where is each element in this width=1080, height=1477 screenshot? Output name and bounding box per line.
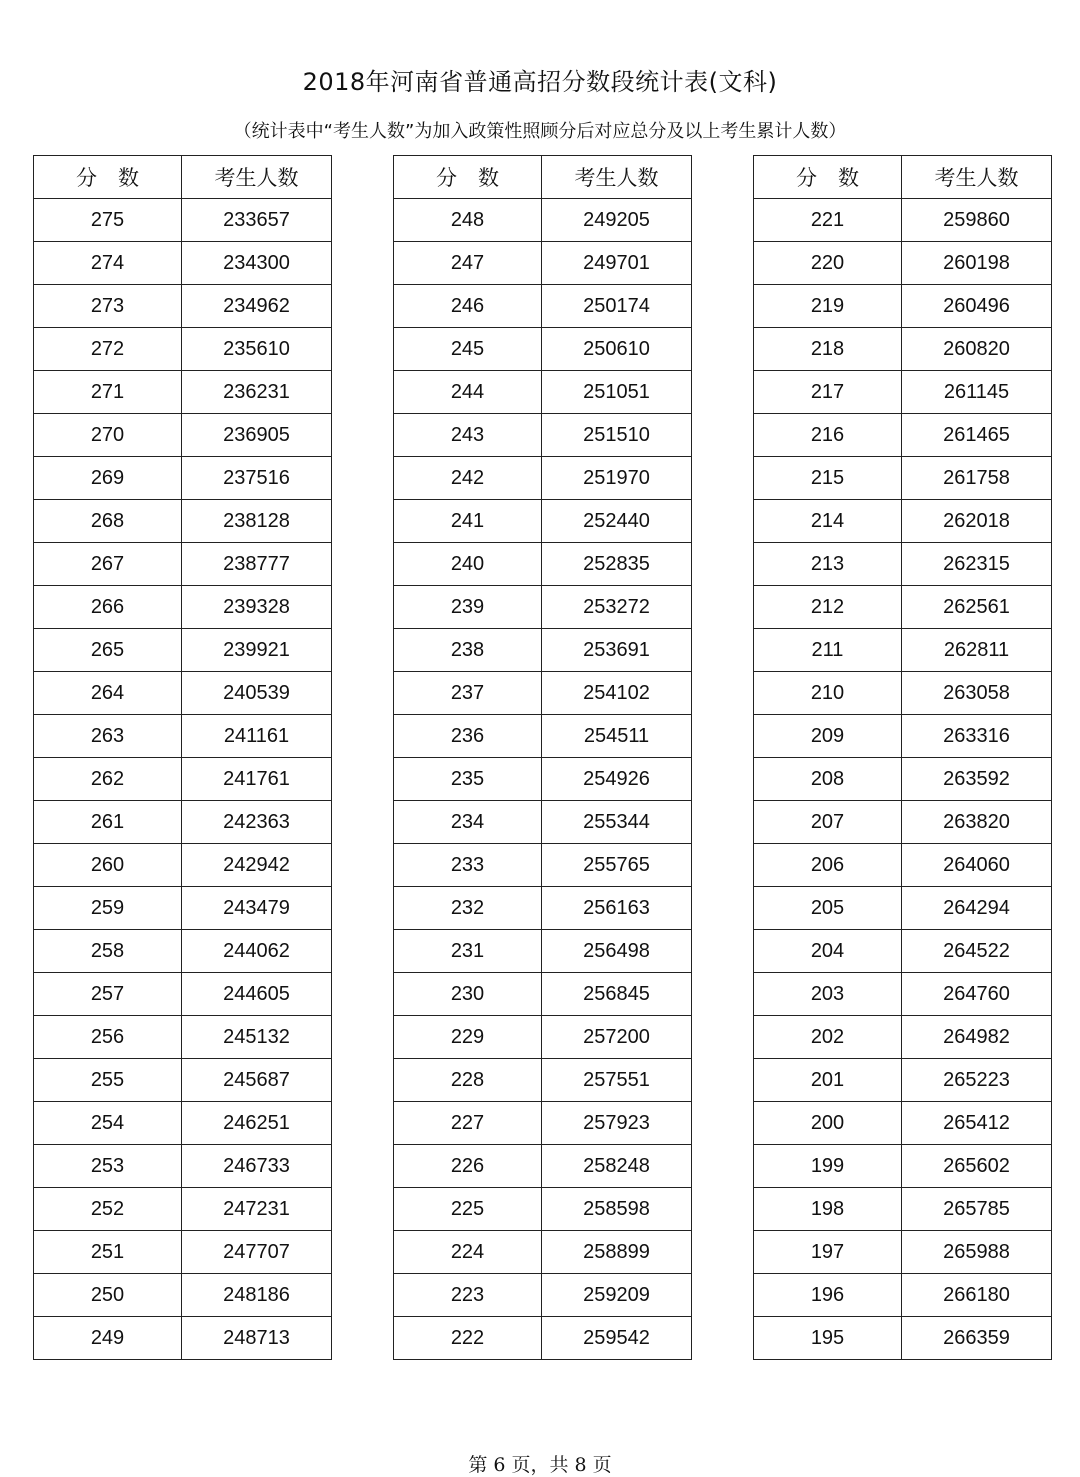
score-cell: 275 [34,199,182,242]
score-table-3 [753,155,1052,1360]
count-cell: 239328 [182,586,332,629]
score-cell: 209 [754,715,902,758]
count-cell: 251510 [542,414,692,457]
table-row [754,930,1052,973]
score-cell: 239 [394,586,542,629]
count-cell: 258598 [542,1188,692,1231]
table-row [34,1188,332,1231]
count-cell: 253691 [542,629,692,672]
count-cell: 258899 [542,1231,692,1274]
score-cell: 260 [34,844,182,887]
table-row [394,586,692,629]
table-row [394,1188,692,1231]
score-cell: 252 [34,1188,182,1231]
table-row [34,242,332,285]
table-row [34,371,332,414]
score-cell: 226 [394,1145,542,1188]
count-cell: 245132 [182,1016,332,1059]
table-row [754,801,1052,844]
score-cell: 266 [34,586,182,629]
count-cell: 247231 [182,1188,332,1231]
table-row [754,371,1052,414]
table-row [394,1274,692,1317]
count-column-header: 考生人数 [542,156,692,199]
score-cell: 267 [34,543,182,586]
table-row [754,457,1052,500]
score-cell: 229 [394,1016,542,1059]
table-row [34,1016,332,1059]
score-table-1 [33,155,332,1360]
count-cell: 241761 [182,758,332,801]
score-cell: 198 [754,1188,902,1231]
score-cell: 223 [394,1274,542,1317]
table-row [754,629,1052,672]
count-cell: 256845 [542,973,692,1016]
count-cell: 244605 [182,973,332,1016]
table-row [34,1102,332,1145]
table-row [754,973,1052,1016]
table-row [34,844,332,887]
table-row [754,1102,1052,1145]
table-row [754,715,1052,758]
count-cell: 262561 [902,586,1052,629]
count-cell: 246251 [182,1102,332,1145]
table-header-row [34,156,332,199]
score-cell: 263 [34,715,182,758]
count-cell: 244062 [182,930,332,973]
score-cell: 200 [754,1102,902,1145]
count-cell: 257200 [542,1016,692,1059]
table-row [394,328,692,371]
table-row [754,1274,1052,1317]
count-cell: 246733 [182,1145,332,1188]
count-cell: 238128 [182,500,332,543]
score-cell: 253 [34,1145,182,1188]
count-cell: 263058 [902,672,1052,715]
score-cell: 207 [754,801,902,844]
score-cell: 237 [394,672,542,715]
score-cell: 227 [394,1102,542,1145]
table-row [34,199,332,242]
count-cell: 249205 [542,199,692,242]
count-cell: 262811 [902,629,1052,672]
table-row [394,285,692,328]
count-cell: 262018 [902,500,1052,543]
score-cell: 243 [394,414,542,457]
score-cell: 220 [754,242,902,285]
count-cell: 264522 [902,930,1052,973]
table-row [754,1188,1052,1231]
score-cell: 251 [34,1231,182,1274]
score-cell: 212 [754,586,902,629]
table-row [754,285,1052,328]
table-row [754,414,1052,457]
table-row [394,1231,692,1274]
table-row [394,930,692,973]
table-row [34,1059,332,1102]
count-cell: 235610 [182,328,332,371]
table-row [394,457,692,500]
score-cell: 211 [754,629,902,672]
count-cell: 241161 [182,715,332,758]
score-cell: 274 [34,242,182,285]
count-cell: 259860 [902,199,1052,242]
table-row [34,1317,332,1360]
table-row [394,801,692,844]
table-row [754,844,1052,887]
score-cell: 222 [394,1317,542,1360]
count-cell: 237516 [182,457,332,500]
count-cell: 243479 [182,887,332,930]
score-cell: 203 [754,973,902,1016]
score-cell: 215 [754,457,902,500]
score-cell: 230 [394,973,542,1016]
count-cell: 242942 [182,844,332,887]
table-row [754,887,1052,930]
score-cell: 221 [754,199,902,242]
table-row [394,199,692,242]
score-cell: 273 [34,285,182,328]
count-cell: 260198 [902,242,1052,285]
count-cell: 263592 [902,758,1052,801]
table-row [34,629,332,672]
score-column-header: 分 数 [394,156,542,199]
score-cell: 197 [754,1231,902,1274]
score-cell: 255 [34,1059,182,1102]
table-row [754,199,1052,242]
score-cell: 232 [394,887,542,930]
table-row [394,887,692,930]
table-row [754,1317,1052,1360]
score-cell: 259 [34,887,182,930]
count-cell: 257551 [542,1059,692,1102]
score-cell: 196 [754,1274,902,1317]
score-cell: 264 [34,672,182,715]
count-cell: 247707 [182,1231,332,1274]
score-cell: 213 [754,543,902,586]
score-cell: 242 [394,457,542,500]
count-cell: 266180 [902,1274,1052,1317]
count-cell: 248186 [182,1274,332,1317]
score-cell: 231 [394,930,542,973]
count-cell: 255765 [542,844,692,887]
score-cell: 257 [34,973,182,1016]
count-cell: 261758 [902,457,1052,500]
table-row [754,1016,1052,1059]
score-table-2 [393,155,692,1360]
score-cell: 204 [754,930,902,973]
count-cell: 265223 [902,1059,1052,1102]
table-header-row [394,156,692,199]
table-row [34,930,332,973]
count-cell: 257923 [542,1102,692,1145]
table-row [394,672,692,715]
table-row [34,887,332,930]
table-row [34,1145,332,1188]
score-cell: 233 [394,844,542,887]
score-cell: 199 [754,1145,902,1188]
table-row [394,1016,692,1059]
score-cell: 258 [34,930,182,973]
count-cell: 236231 [182,371,332,414]
table-row [34,414,332,457]
table-row [394,371,692,414]
score-cell: 272 [34,328,182,371]
count-cell: 248713 [182,1317,332,1360]
score-cell: 261 [34,801,182,844]
table-row [754,586,1052,629]
score-cell: 256 [34,1016,182,1059]
table-row [754,1145,1052,1188]
score-cell: 205 [754,887,902,930]
table-row [34,973,332,1016]
table-row [394,1059,692,1102]
score-cell: 195 [754,1317,902,1360]
count-column-header: 考生人数 [182,156,332,199]
page-footer: 第 6 页，共 8 页 [468,1454,612,1476]
score-cell: 235 [394,758,542,801]
table-row [754,1059,1052,1102]
count-cell: 259542 [542,1317,692,1360]
score-cell: 254 [34,1102,182,1145]
table-row [34,500,332,543]
score-cell: 268 [34,500,182,543]
count-cell: 233657 [182,199,332,242]
page-title: 2018年河南省普通高招分数段统计表(文科) [302,68,778,96]
table-row [394,242,692,285]
score-cell: 250 [34,1274,182,1317]
score-cell: 249 [34,1317,182,1360]
table-row [34,672,332,715]
table-row [394,1145,692,1188]
score-cell: 214 [754,500,902,543]
count-cell: 253272 [542,586,692,629]
count-cell: 263316 [902,715,1052,758]
table-row [754,758,1052,801]
count-cell: 263820 [902,801,1052,844]
score-cell: 206 [754,844,902,887]
count-cell: 258248 [542,1145,692,1188]
table-row [34,758,332,801]
table-header-row [754,156,1052,199]
count-cell: 264060 [902,844,1052,887]
count-cell: 242363 [182,801,332,844]
score-cell: 218 [754,328,902,371]
count-cell: 256163 [542,887,692,930]
count-cell: 249701 [542,242,692,285]
count-cell: 265988 [902,1231,1052,1274]
table-row [754,500,1052,543]
table-row [34,586,332,629]
score-cell: 228 [394,1059,542,1102]
count-cell: 265785 [902,1188,1052,1231]
count-cell: 255344 [542,801,692,844]
count-cell: 252835 [542,543,692,586]
table-row [394,1317,692,1360]
count-cell: 256498 [542,930,692,973]
score-cell: 208 [754,758,902,801]
score-cell: 247 [394,242,542,285]
table-row [754,543,1052,586]
page-subtitle: （统计表中“考生人数”为加入政策性照顾分后对应总分及以上考生累计人数） [233,121,847,142]
table-row [754,672,1052,715]
score-cell: 248 [394,199,542,242]
count-cell: 254511 [542,715,692,758]
count-cell: 264982 [902,1016,1052,1059]
count-cell: 265412 [902,1102,1052,1145]
score-cell: 269 [34,457,182,500]
score-cell: 236 [394,715,542,758]
score-cell: 238 [394,629,542,672]
count-cell: 245687 [182,1059,332,1102]
table-row [394,844,692,887]
table-row [34,457,332,500]
table-row [394,1102,692,1145]
count-cell: 262315 [902,543,1052,586]
count-cell: 236905 [182,414,332,457]
table-row [394,973,692,1016]
count-cell: 250174 [542,285,692,328]
score-cell: 262 [34,758,182,801]
score-cell: 265 [34,629,182,672]
table-row [394,629,692,672]
score-cell: 210 [754,672,902,715]
table-row [34,328,332,371]
count-cell: 264760 [902,973,1052,1016]
count-cell: 259209 [542,1274,692,1317]
count-cell: 254926 [542,758,692,801]
table-row [394,500,692,543]
score-cell: 240 [394,543,542,586]
count-cell: 239921 [182,629,332,672]
table-row [34,1274,332,1317]
table-row [754,242,1052,285]
count-cell: 264294 [902,887,1052,930]
count-cell: 260496 [902,285,1052,328]
count-cell: 261465 [902,414,1052,457]
table-row [394,543,692,586]
table-row [34,715,332,758]
count-cell: 238777 [182,543,332,586]
count-cell: 252440 [542,500,692,543]
score-cell: 246 [394,285,542,328]
score-cell: 244 [394,371,542,414]
score-column-header: 分 数 [754,156,902,199]
count-cell: 266359 [902,1317,1052,1360]
score-column-header: 分 数 [34,156,182,199]
table-row [34,285,332,328]
score-cell: 271 [34,371,182,414]
count-cell: 240539 [182,672,332,715]
table-row [34,801,332,844]
score-cell: 216 [754,414,902,457]
score-cell: 219 [754,285,902,328]
score-cell: 201 [754,1059,902,1102]
count-cell: 251970 [542,457,692,500]
score-cell: 224 [394,1231,542,1274]
score-cell: 241 [394,500,542,543]
count-cell: 254102 [542,672,692,715]
table-row [394,715,692,758]
score-cell: 217 [754,371,902,414]
count-cell: 261145 [902,371,1052,414]
table-row [394,414,692,457]
count-cell: 234962 [182,285,332,328]
table-row [754,328,1052,371]
score-cell: 270 [34,414,182,457]
score-cell: 234 [394,801,542,844]
count-column-header: 考生人数 [902,156,1052,199]
table-row [34,543,332,586]
count-cell: 250610 [542,328,692,371]
score-cell: 202 [754,1016,902,1059]
table-row [754,1231,1052,1274]
score-cell: 225 [394,1188,542,1231]
count-cell: 260820 [902,328,1052,371]
count-cell: 265602 [902,1145,1052,1188]
count-cell: 234300 [182,242,332,285]
table-row [34,1231,332,1274]
count-cell: 251051 [542,371,692,414]
score-cell: 245 [394,328,542,371]
table-row [394,758,692,801]
